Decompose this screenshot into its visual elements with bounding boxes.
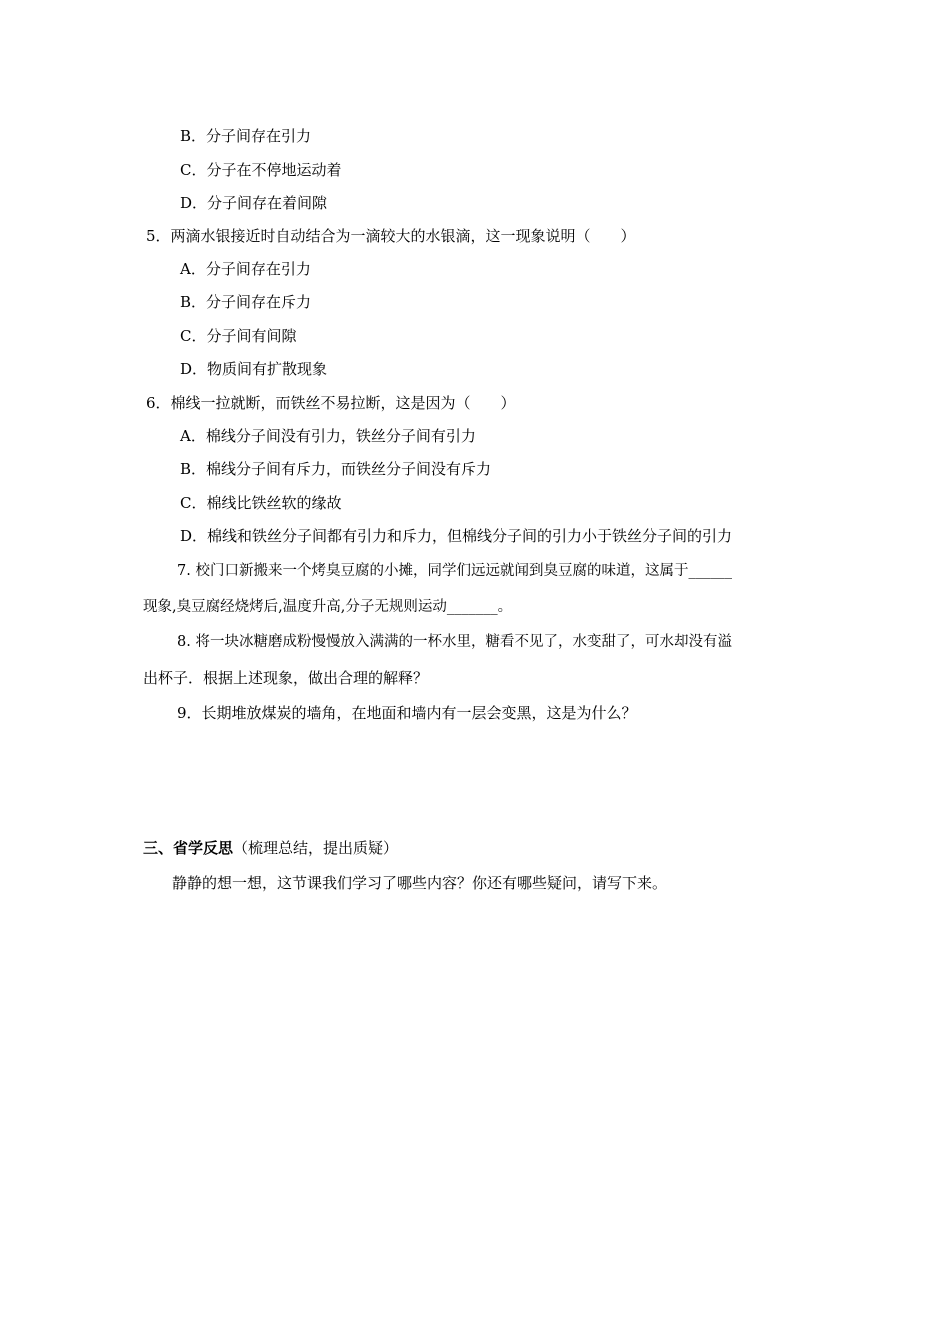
q6-option-b: B．棉线分子间有斥力，而铁丝分子间没有斥力	[180, 460, 492, 478]
q4-option-b: B．分子间存在引力	[180, 127, 312, 145]
q8-line-1: 8. 将一块冰糖磨成粉慢慢放入满满的一杯水里，糖看不见了，水变甜了，可水却没有溢	[177, 634, 732, 650]
section-3-title	[143, 838, 398, 858]
q5-option-b: B．分子间存在斥力	[180, 293, 312, 311]
question-9: 9．长期堆放煤炭的墙角，在地面和墙内有一层会变黑，这是为什么？	[177, 704, 637, 722]
q7-line-1: 7. 校门口新搬来一个烤臭豆腐的小摊，同学们远远就闻到臭豆腐的味道，这属于______	[177, 563, 732, 579]
section-3-subtitle: （梳理总结，提出质疑）	[233, 839, 399, 857]
q8-line-2: 出杯子．根据上述现象，做出合理的解释？	[143, 669, 429, 687]
section-3-prompt: 静静的想一想，这节课我们学习了哪些内容？你还有哪些疑问，请写下来。	[172, 874, 668, 892]
q5-option-d: D．物质间有扩散现象	[180, 360, 328, 378]
q5-option-a: A．分子间存在引力	[180, 260, 311, 278]
q6-option-a: A．棉线分子间没有引力，铁丝分子间有引力	[180, 427, 476, 445]
q6-option-c: C．棉线比铁丝软的缘故	[180, 494, 342, 512]
q4-option-d: D．分子间存在着间隙	[180, 194, 328, 212]
section-3-heading: 三、省学反思	[143, 839, 234, 857]
q5-option-c: C．分子间有间隙	[180, 327, 297, 345]
q6-stem: 6．棉线一拉就断，而铁丝不易拉断，这是因为（ ）	[146, 394, 516, 412]
q6-option-d: D．棉线和铁丝分子间都有引力和斥力，但棉线分子间的引力小于铁丝分子间的引力	[180, 527, 733, 545]
q7-line-2: 现象,臭豆腐经烧烤后,温度升高,分子无规则运动_______。	[143, 599, 513, 615]
q4-option-c: C．分子在不停地运动着	[180, 161, 342, 179]
q5-stem: 5．两滴水银接近时自动结合为一滴较大的水银滴，这一现象说明（ ）	[146, 227, 636, 245]
